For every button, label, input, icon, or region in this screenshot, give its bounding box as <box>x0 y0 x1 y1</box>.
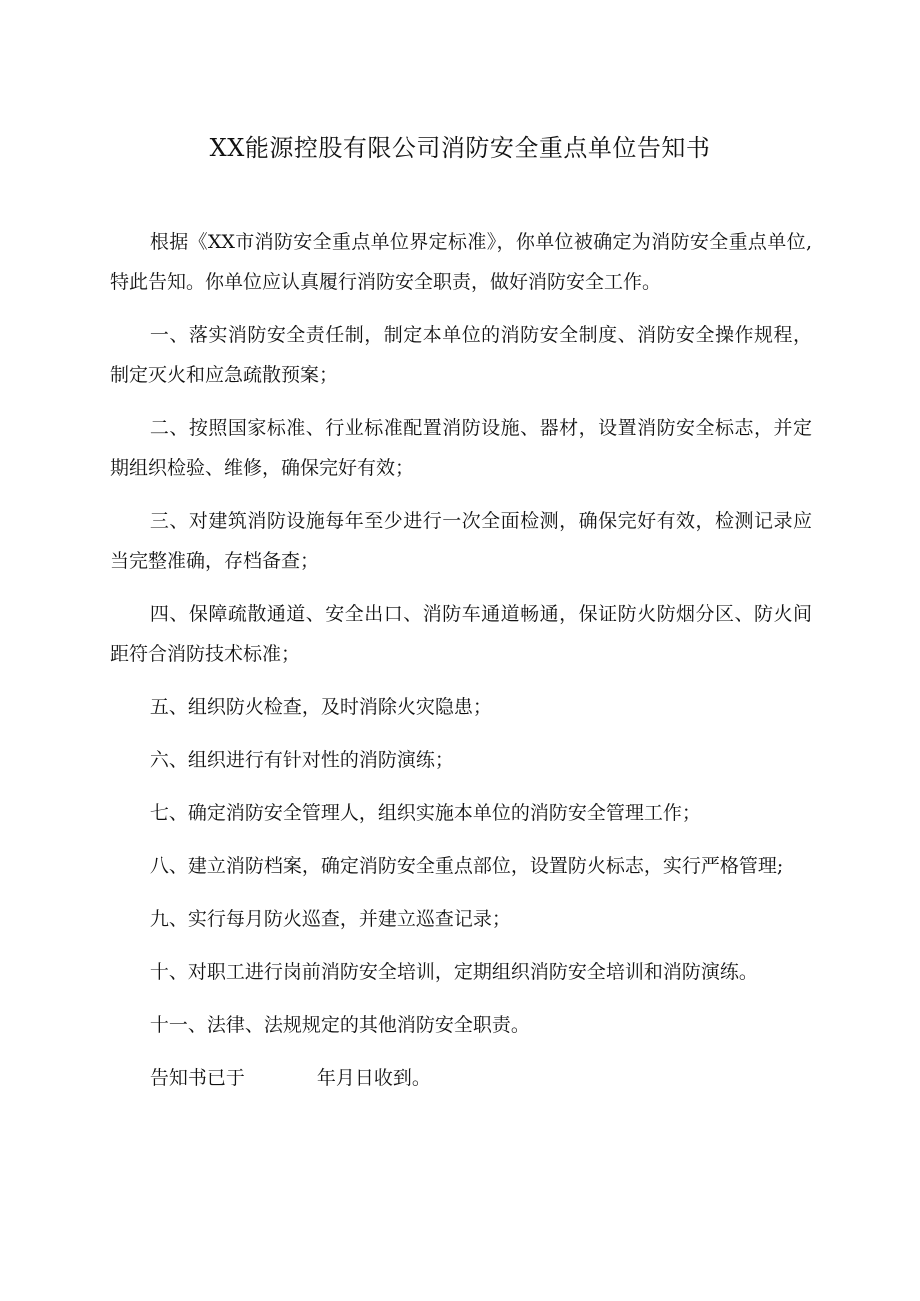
item-9: 九、实行每月防火巡查，并建立巡查记录； <box>149 908 511 930</box>
receipt-prefix: 告知书已于 <box>149 1067 245 1089</box>
item-4: 四、保障疏散通道、安全出口、消防车通道畅通，保证防火防烟分区、防火间距符合消防技术标准； <box>110 603 812 665</box>
item-10: 十、对职工进行岗前消防安全培训，定期组织消防安全培训和消防演练。 <box>149 961 758 983</box>
document-title: XX能源控股有限公司消防安全重点单位告知书 <box>209 134 711 162</box>
item-7: 七、确定消防安全管理人，组织实施本单位的消防安全管理工作； <box>149 802 701 824</box>
item-3: 三、对建筑消防设施每年至少进行一次全面检测，确保完好有效，检测记录应当完整准确，存档备查； <box>110 510 812 572</box>
item-1: 一、落实消防安全责任制，制定本单位的消防安全制度、消防安全操作规程，制定灭火和应急疏散预案； <box>110 324 812 386</box>
item-8: 八、建立消防档案，确定消防安全重点部位，设置防火标志，实行严格管理; <box>149 855 784 877</box>
item-5: 五、组织防火检查，及时消除火灾隐患； <box>149 696 492 718</box>
receipt-suffix: 年月日收到。 <box>316 1067 431 1089</box>
item-6: 六、组织进行有针对性的消防演练； <box>149 749 454 771</box>
document-body <box>110 222 812 1111</box>
receipt-line <box>110 1058 812 1098</box>
item-2: 二、按照国家标准、行业标准配置消防设施、器材，设置消防安全标志，并定期组织检验、维修，确保完好有效； <box>110 417 812 479</box>
item-11: 十一、法律、法规规定的其他消防安全职责。 <box>149 1014 530 1036</box>
intro-paragraph: 根据《XX市消防安全重点单位界定标准》，你单位被确定为消防安全重点单位,特此告知。你单位应认真履行消防安全职责，做好消防安全工作。 <box>110 231 812 293</box>
